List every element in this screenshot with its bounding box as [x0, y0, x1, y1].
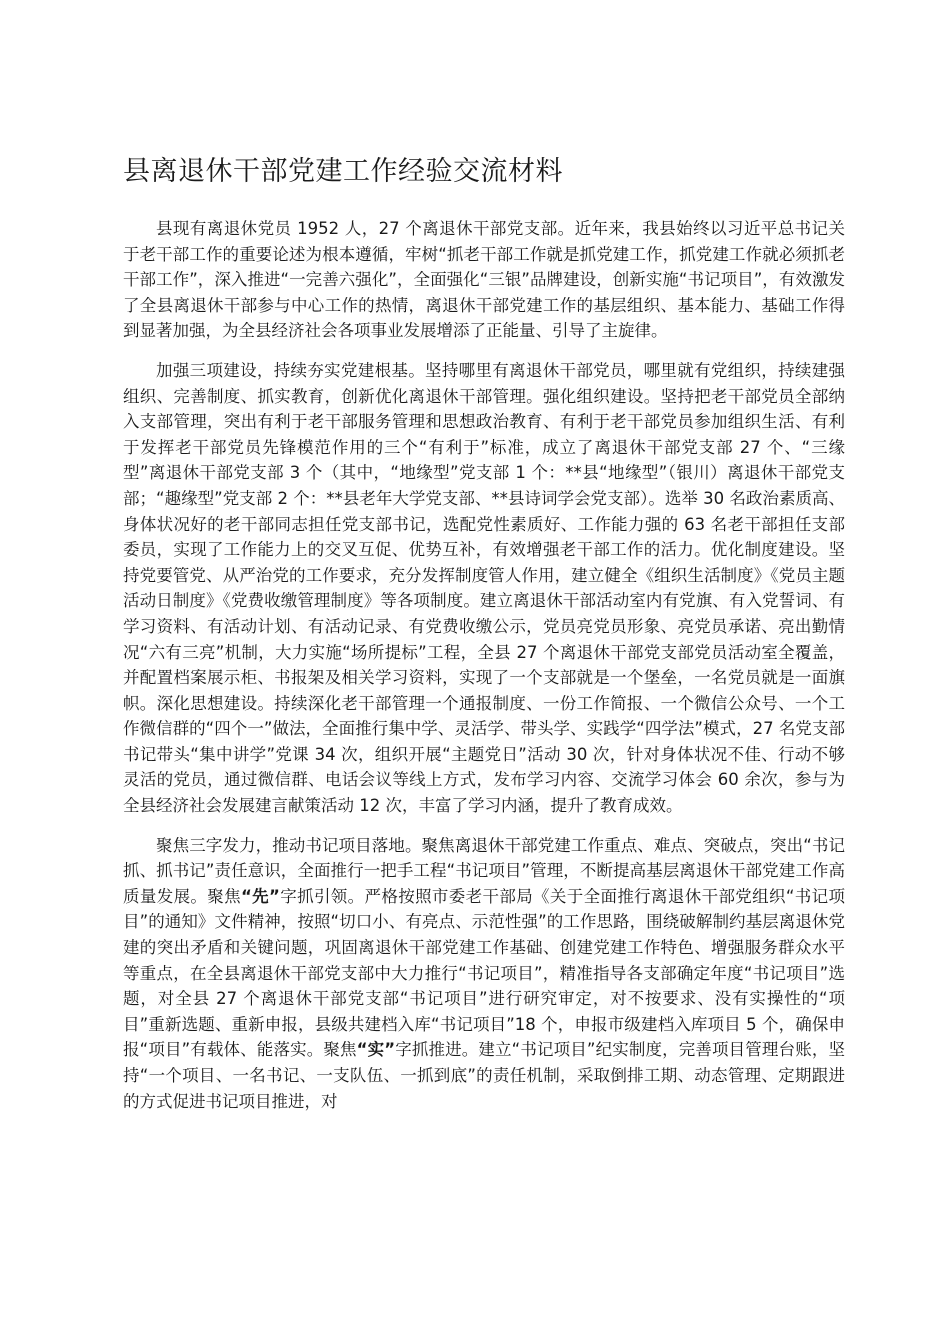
- document-page: [123, 152, 845, 1128]
- paragraph-text: 字抓引领。严格按照市委老干部局《关于全面推行离退休干部党组织“书记项目”的通知》文件精神，按照“切口小、有亮点、示范性强”的工作思路，围绕破解制约基层离退休党建的突出矛盾和关键问题，巩固离退休干部党建工作基础、创建党建工作特色、增强服务群众水平等重点，在全县离退休干部党支部中大力推行“书记项目”，精准指导各支部确定年度“书记项目”选题，对全县 27 个离退休干部党支部“书记项目”进行研究审定，对不按要求、没有实操性的“项目”重新选题、重新申报，县级共建档入库“书记项目”18 个，申报市级建档入库项目 5 个，确保申报“项目”有载体、能落实。聚焦: [123, 886, 845, 1060]
- paragraph-secretary-projects: [123, 833, 845, 1115]
- paragraph-three-constructions: 加强三项建设，持续夯实党建根基。坚持哪里有离退休干部党员，哪里就有党组织，持续建强组织、完善制度、抓实教育，创新优化离退休干部管理。强化组织建设。坚持把老干部党员全部纳入支部管理，突出有利于老干部服务管理和思想政治教育、有利于老干部党员参加组织生活、有利于发挥老干部党员先锋模范作用的三个“有利于”标准，成立了离退休干部党支部 27 个、“三缘型”离退休干部党支部 3 个（其中，“地缘型”党支部 1 个：**县“地缘型”（银川）离退休干部党支部；“趣缘型”党支部 2 个：**县老年大学党支部、**县诗词学会党支部）。选举 30 名政治素质高、身体状况好的老干部同志担任党支部书记，选配党性素质好、工作能力强的 63 名老干部担任支部委员，实现了工作能力上的交叉互促、优势互补，有效增强老干部工作的活力。优化制度建设。坚持党要管党、从严治党的工作要求，充分发挥制度管人作用，建立健全《组织生活制度》《党员主题活动日制度》《党费收缴管理制度》等各项制度。建立离退休干部活动室内有党旗、有入党誓词、有学习资料、有活动计划、有活动记录、有党费收缴公示，党员亮党员形象、亮党员承诺、亮出勤情况“六有三亮”机制，大力实施“场所提标”工程，全县 27 个离退休干部党支部党员活动室全覆盖，并配置档案展示柜、书报架及相关学习资料，实现了一个支部就是一个堡垒，一名党员就是一面旗帜。深化思想建设。持续深化老干部管理一个通报制度、一份工作简报、一个微信公众号、一个工作微信群的“四个一”做法，全面推行集中学、灵活学、带头学、实践学“四学法”模式，27 名党支部书记带头“集中讲学”党课 34 次，组织开展“主题党日”活动 30 次，针对身体状况不佳、行动不够灵活的党员，通过微信群、电话会议等线上方式，发布学习内容、交流学习体会 60 余次，参与为全县经济社会发展建言献策活动 12 次，丰富了学习内涵，提升了教育成效。: [123, 360, 845, 816]
- bold-keyword-xian: “先”: [240, 886, 280, 906]
- paragraph-intro: 县现有离退休党员 1952 人，27 个离退休干部党支部。近年来，我县始终以习近平总书记关于老干部工作的重要论述为根本遵循，牢树“抓老干部工作就是抓党建工作，抓党建工作就必须抓老干部工作”，深入推进“一完善六强化”，全面强化“三银”品牌建设，创新实施“书记项目”，有效激发了全县离退休干部参与中心工作的热情，离退休干部党建工作的基层组织、基本能力、基础工作得到显著加强，为全县经济社会各项事业发展增添了正能量、引导了主旋律。: [123, 219, 845, 341]
- bold-keyword-shi: “实”: [356, 1040, 396, 1060]
- paragraph-text: 字抓推进。建立“书记项目”纪实制度，完善项目管理台账，坚持“一个项目、一名书记、一支队伍、一抓到底”的责任机制，采取倒排工期、动态管理、定期跟进的方式促进书记项目推进，对: [123, 1040, 845, 1111]
- paragraph-text: 聚焦三字发力，推动书记项目落地。聚焦离退休干部党建工作重点、难点、突破点，突出“书记抓、抓书记”责任意识，全面推行一把手工程“书记项目”管理，不断提高基层离退休干部党建工作高质量发展。聚焦: [123, 835, 845, 906]
- document-title: 县离退休干部党建工作经验交流材料: [123, 156, 563, 187]
